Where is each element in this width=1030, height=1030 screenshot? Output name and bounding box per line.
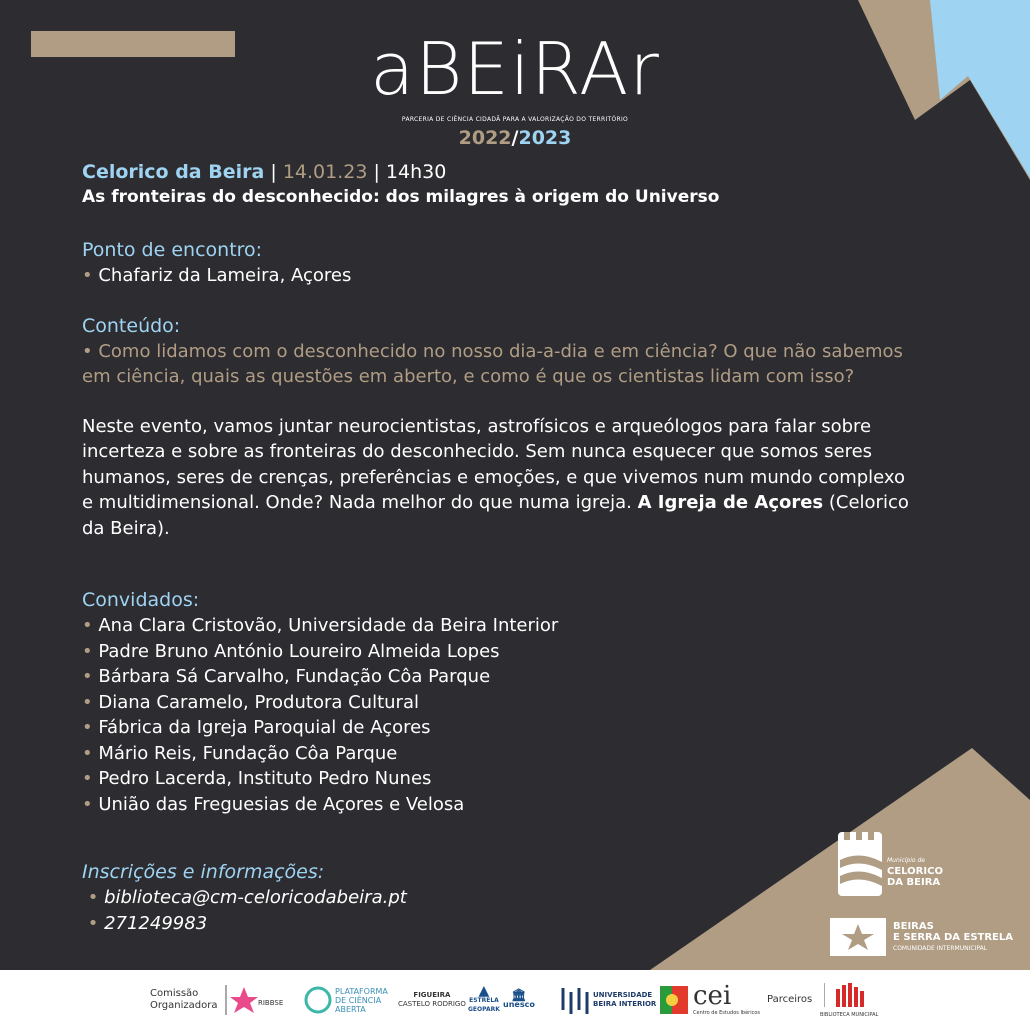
footer-partners bbox=[0, 970, 1030, 1030]
description-line-2: incerteza e sobre as fronteiras do desconhecido. Sem nunca esquecer que somos seres bbox=[82, 441, 873, 462]
biblioteca-icon bbox=[824, 981, 874, 1007]
year-end: 2023 bbox=[518, 127, 572, 149]
event-time: 14h30 bbox=[385, 161, 447, 183]
unesco-logo: 🏛 unesco bbox=[503, 988, 535, 1009]
content-heading: Conteúdo: bbox=[82, 314, 181, 337]
guest-item: • Ana Clara Cristovão, Universidade da Beira Interior bbox=[82, 615, 559, 636]
plataforma-icon bbox=[303, 985, 333, 1015]
event-header: Celorico da Beira | 14.01.23 | 14h30 bbox=[82, 161, 447, 183]
year-start: 2022 bbox=[458, 127, 512, 149]
meeting-heading: Ponto de encontro: bbox=[82, 239, 263, 261]
svg-text:RIBBSE: RIBBSE bbox=[258, 999, 284, 1007]
figueira-logo: FIGUEIRA CASTELO RODRIGO bbox=[398, 991, 466, 1008]
beiras-name: BEIRAS E SERRA DA ESTRELA COMUNIDADE INTERMUNICIPAL bbox=[893, 921, 1013, 952]
contacts-heading: Inscrições e informações: bbox=[82, 861, 325, 883]
ubi-logo: UNIVERSIDADE BEIRA INTERIOR bbox=[557, 970, 656, 1030]
guest-item: • Bárbara Sá Carvalho, Fundação Côa Parque bbox=[82, 666, 491, 687]
year-separator: / bbox=[511, 127, 519, 149]
organizers-label: Comissão Organizadora bbox=[150, 988, 218, 1011]
brand-logo bbox=[0, 24, 1030, 149]
partners-label: Parceiros bbox=[767, 994, 813, 1005]
guest-item: • Mário Reis, Fundação Côa Parque bbox=[82, 742, 398, 764]
description-line-5: da Beira). bbox=[82, 517, 170, 539]
guests-list bbox=[82, 613, 982, 817]
event-date: 14.01.23 bbox=[282, 161, 368, 183]
guest-item: • Padre Bruno António Loureiro Almeida Lopes bbox=[82, 640, 500, 662]
guest-item: • Diana Caramelo, Produtora Cultural bbox=[82, 691, 419, 713]
guest-item: • Pedro Lacerda, Instituto Pedro Nunes bbox=[82, 768, 432, 789]
biblioteca-logo: BIBLIOTECA MUNICIPAL bbox=[820, 970, 878, 1030]
description-line-4: e multidimensional. Onde? Nada melhor do que numa igreja. A Igreja de Açores (Celorico bbox=[82, 492, 909, 513]
church-name: A Igreja de Açores bbox=[637, 492, 824, 513]
flag-logo bbox=[660, 970, 688, 1030]
meeting-place: • Chafariz da Lameira, Açores bbox=[82, 265, 352, 286]
guest-item: • Fábrica da Igreja Paroquial de Açores bbox=[82, 717, 431, 738]
contact-email[interactable]: • biblioteca@cm-celoricodabeira.pt bbox=[87, 887, 407, 908]
description-line-3: humanos, seres de crenças, preferências e emoções, e que vivemos num mundo complexo bbox=[82, 466, 906, 488]
ribbse-logo bbox=[224, 970, 294, 1030]
guest-item: • União das Freguesias de Açores e Velosa bbox=[82, 793, 465, 815]
guests-heading: Convidados: bbox=[82, 589, 200, 611]
content-question-2: em ciência, quais as questões em aberto, e como é que os cientistas lidam com isso? bbox=[82, 366, 855, 387]
logo-wordmark: aBEiRAr bbox=[370, 27, 660, 111]
ubi-icon bbox=[557, 982, 593, 1018]
event-title: As fronteiras do desconhecido: dos milagres à origem do Universo bbox=[82, 187, 720, 207]
estrela-logo: ▲ ESTRELA GEOPARK bbox=[468, 982, 500, 1013]
logo-subtitle: PARCERIA DE CIÊNCIA CIDADÃ PARA A VALORIZAÇÃO DO TERRITÓRIO bbox=[401, 116, 629, 123]
municipality-name: Município de CELORICO DA BEIRA bbox=[887, 857, 943, 888]
ribbse-logo-icon bbox=[224, 983, 294, 1017]
content-question: • Como lidamos com o desconhecido no nosso dia-a-dia e em ciência? O que não sabemos bbox=[82, 340, 903, 362]
event-content bbox=[82, 160, 982, 936]
cei-logo: cei Centro de Estudos Ibéricos bbox=[693, 980, 761, 1016]
logo-years bbox=[0, 127, 1030, 149]
plataforma-logo: PLATAFORMA DE CIÊNCIA ABERTA bbox=[303, 970, 388, 1030]
description-line-1: Neste evento, vamos juntar neurocientistas, astrofísicos e arqueólogos para falar sobre bbox=[82, 415, 872, 437]
contact-phone[interactable]: • 271249983 bbox=[87, 912, 208, 934]
flag-icon bbox=[660, 986, 688, 1014]
event-location: Celorico da Beira bbox=[82, 161, 265, 183]
